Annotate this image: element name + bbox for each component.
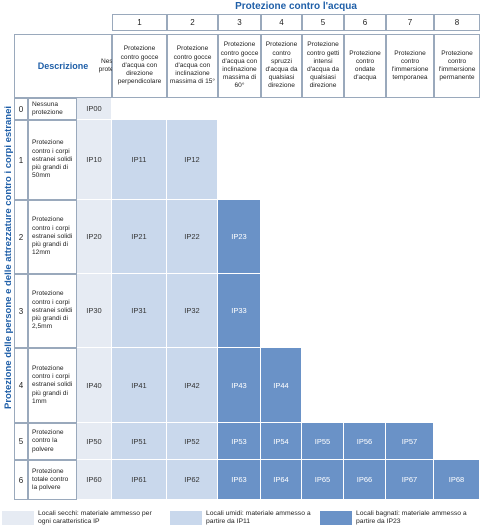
solid-level-number: 3 [14,274,28,348]
legend-swatch [320,511,352,525]
water-level-description: Protezione contro ondate d'acqua [344,34,386,98]
ip-code-cell: IP33 [218,274,261,348]
ip-code-cell: IP30 [77,274,112,348]
ip-code-cell: IP52 [167,423,218,460]
solid-level-description: Protezione contro i corpi estranei solidi più grandi di 12mm [28,200,77,274]
ip-code-cell: IP50 [77,423,112,460]
ip-code-cell: IP10 [77,120,112,200]
water-protection-title: Protezione contro l'acqua [235,1,357,12]
solid-level-description: Protezione contro i corpi estranei solidi più grandi di 1mm [28,348,77,423]
water-level-description: Protezione contro getti intensi d'acqua da qualsiasi direzione [302,34,344,98]
ip-code-cell: IP53 [218,423,261,460]
solid-level-description: Protezione contro i corpi estranei solidi più grandi di 2,5mm [28,274,77,348]
legend-swatch [170,511,202,525]
solid-level-number: 5 [14,423,28,460]
ip-code-cell: IP56 [344,423,386,460]
solid-protection-title: Protezione delle persone e delle attrezzature contro i corpi estranei [3,105,14,409]
ip-code-cell: IP41 [112,348,167,423]
ip-code-cell: IP43 [218,348,261,423]
water-level-number: 2 [167,14,218,31]
solid-level-description: Protezione totale contro la polvere [28,460,77,500]
ip-code-cell: IP65 [302,460,344,500]
water-level-description: Protezione contro spruzzi d'acqua da qualsiasi direzione [261,34,302,98]
legend-label: Locali umidi: materiale ammesso a partire da IP11 [206,510,311,525]
water-level-description: Protezione contro gocce d'acqua con inclinazione massima di 15° [167,34,218,98]
ip-code-cell: IP62 [167,460,218,500]
ip-code-cell: IP61 [112,460,167,500]
water-level-description: Protezione contro gocce d'acqua con inclinazione massima di 60° [218,34,261,98]
ip-code-cell: IP60 [77,460,112,500]
ip-code-cell: IP64 [261,460,302,500]
ip-code-cell: IP44 [261,348,302,423]
ip-code-cell: IP55 [302,423,344,460]
solid-level-number: 1 [14,120,28,200]
water-level-description: Protezione contro l'immersione permanente [434,34,480,98]
ip-code-cell: IP66 [344,460,386,500]
ip-code-cell: IP00 [77,98,112,120]
ip-code-cell: IP68 [434,460,480,500]
water-level-number: 3 [218,14,261,31]
solid-level-description: Protezione contro i corpi estranei solidi più grandi di 50mm [28,120,77,200]
ip-code-cell: IP42 [167,348,218,423]
description-header: Descrizione [14,34,112,98]
water-level-description: Protezione contro l'immersione temporanea [386,34,434,98]
solid-level-description: Nessuna protezione [28,98,77,120]
ip-code-cell: IP21 [112,200,167,274]
ip-code-cell: IP22 [167,200,218,274]
water-level-number: 6 [344,14,386,31]
ip-code-cell: IP51 [112,423,167,460]
solid-level-description: Protezione contro la polvere [28,423,77,460]
ip-code-cell: IP40 [77,348,112,423]
water-level-description: Protezione contro gocce d'acqua con direzione perpendicolare [112,34,167,98]
water-level-number: 8 [434,14,480,31]
solid-level-number: 0 [14,98,28,120]
legend-swatch [2,511,34,525]
ip-code-cell: IP31 [112,274,167,348]
ip-code-cell: IP23 [218,200,261,274]
solid-level-number: 2 [14,200,28,274]
ip-code-cell: IP67 [386,460,434,500]
solid-level-number: 4 [14,348,28,423]
water-level-number: 4 [261,14,302,31]
water-level-number: 1 [112,14,167,31]
ip-code-cell: IP57 [386,423,434,460]
ip-code-cell: IP20 [77,200,112,274]
ip-code-cell: IP12 [167,120,218,200]
water-level-number: 7 [386,14,434,31]
water-level-number: 5 [302,14,344,31]
ip-code-cell: IP11 [112,120,167,200]
solid-level-number: 6 [14,460,28,500]
ip-code-cell: IP54 [261,423,302,460]
ip-code-cell: IP32 [167,274,218,348]
legend-label: Locali bagnati: materiale ammesso a partire da IP23 [356,510,467,525]
legend-label: Locali secchi: materiale ammesso per ogni caratteristica IP [38,510,152,525]
ip-code-cell: IP63 [218,460,261,500]
